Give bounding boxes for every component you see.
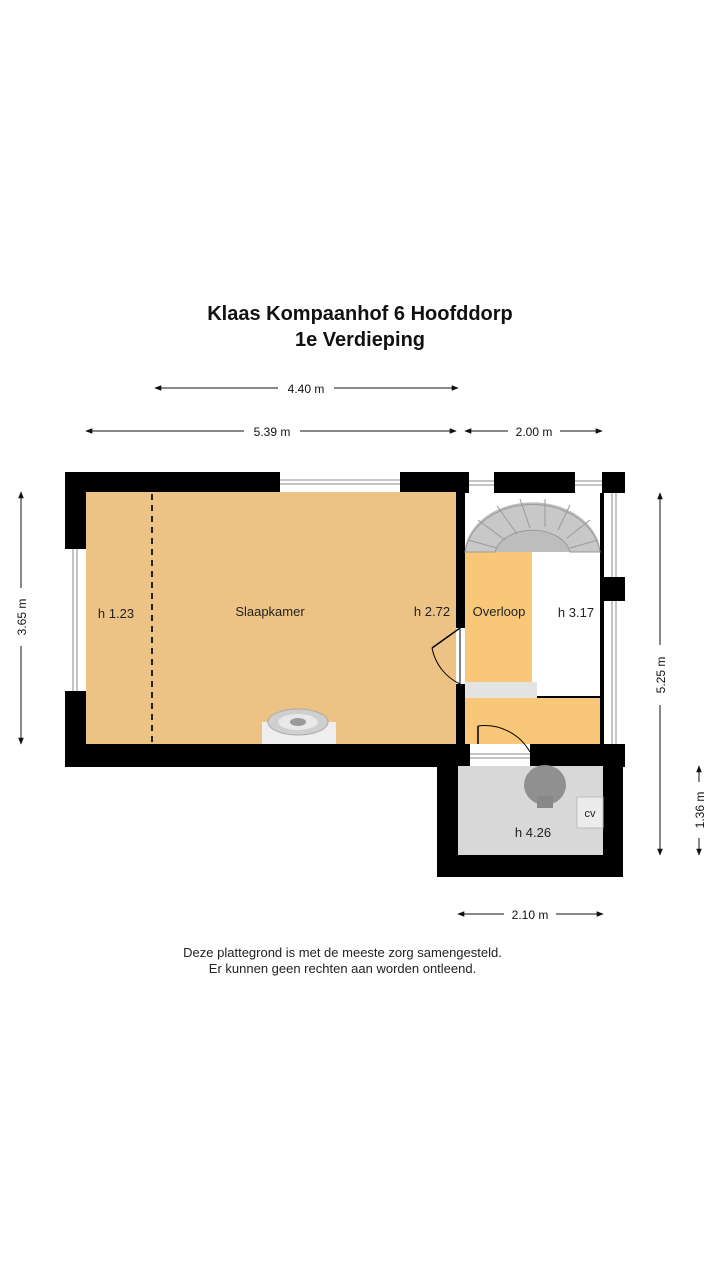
- storage-height: h 4.26: [514, 825, 552, 840]
- dimension-top-left: [86, 425, 456, 439]
- plan-title: Klaas Kompaanhof 6 Hoofddorp: [207, 303, 513, 325]
- dimension-top-inner-label: 4.40 m: [287, 382, 325, 396]
- cv-label: cv: [584, 808, 596, 820]
- stair-height: h 3.17: [557, 605, 595, 620]
- disclaimer-line-2: Er kunnen geen rechten aan worden ontleend.: [208, 961, 477, 976]
- dimension-left-label: 3.65 m: [15, 598, 29, 636]
- stair-right-wall: [600, 493, 604, 744]
- window-top-small-2: [575, 472, 602, 493]
- slaapkamer-height: h 2.72: [413, 604, 451, 619]
- dimension-top-left-label: 5.39 m: [253, 425, 291, 439]
- dimension-right-small-label: 1.36 m: [693, 791, 707, 829]
- dimension-bottom-label: 2.10 m: [511, 908, 549, 922]
- window-top-small-1: [469, 472, 494, 493]
- dimension-left: [15, 492, 29, 744]
- landing-gap-floor: [465, 682, 537, 698]
- window-right-lower: [604, 601, 625, 744]
- landing-floor: [465, 698, 602, 744]
- window-right-upper: [604, 493, 625, 577]
- dimension-bottom: [458, 908, 603, 922]
- plan-subtitle: 1e Verdieping: [294, 329, 426, 351]
- dimension-top-right: [465, 425, 602, 439]
- dimension-top-right-label: 2.00 m: [515, 425, 553, 439]
- wall-separator: [456, 492, 465, 744]
- dimension-right-small: [693, 766, 707, 855]
- window-left: [65, 549, 86, 691]
- overloop-label: Overloop: [472, 604, 526, 619]
- dimension-top-inner: [155, 382, 458, 396]
- wall-right-pillar: [602, 577, 625, 601]
- slaapkamer-height-low: h 1.23: [97, 606, 135, 621]
- dimension-right-main: [654, 493, 668, 855]
- dimension-right-main-label: 5.25 m: [654, 656, 668, 694]
- disclaimer-line-1: Deze plattegrond is met de meeste zorg samengesteld.: [183, 945, 502, 960]
- window-top: [280, 472, 400, 492]
- slaapkamer-label: Slaapkamer: [235, 604, 305, 619]
